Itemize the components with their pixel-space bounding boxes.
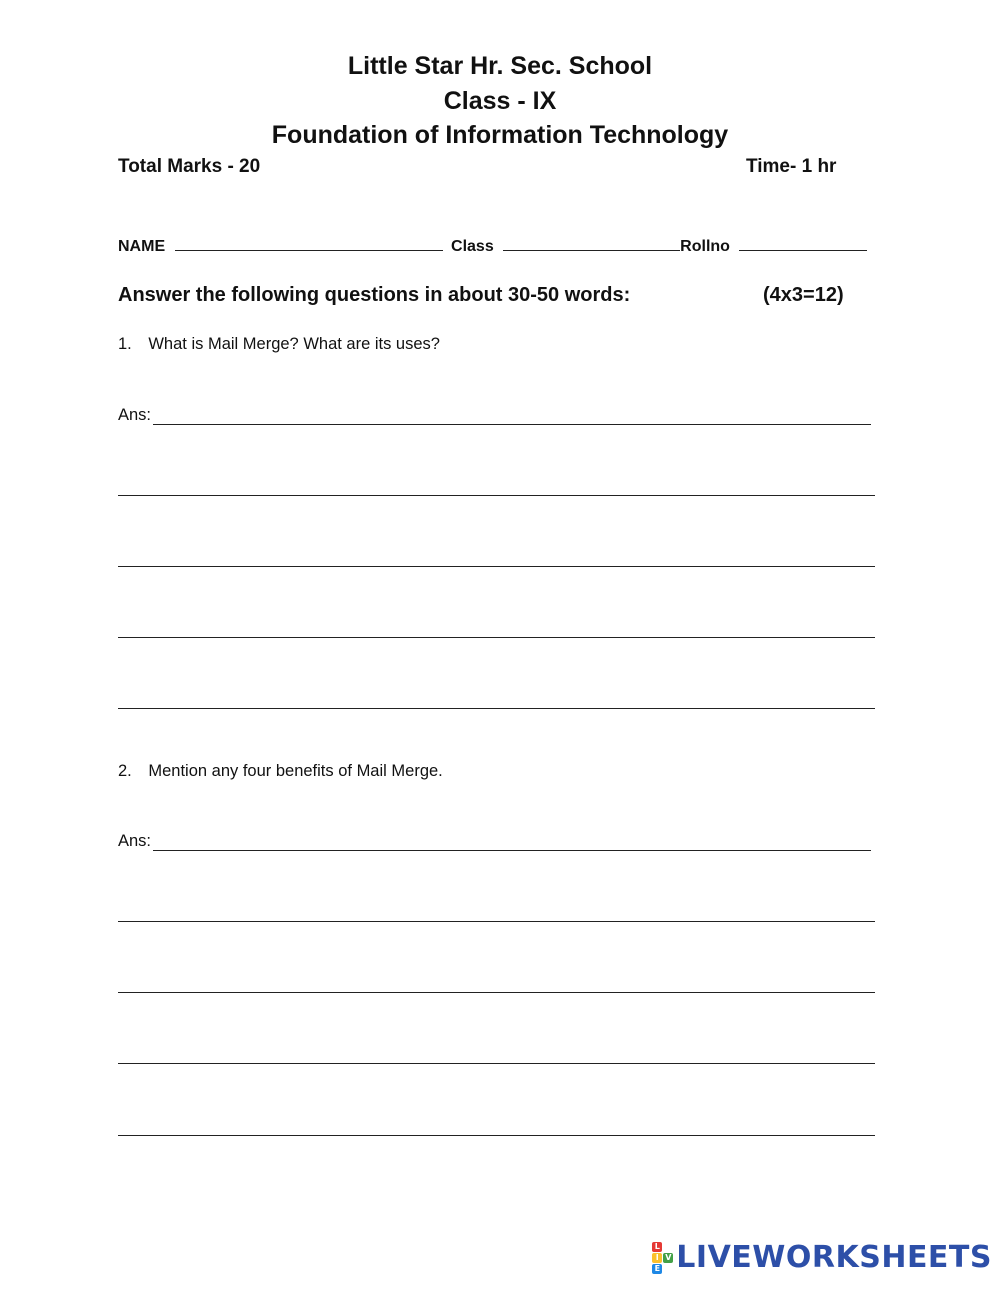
rollno-field[interactable]: [739, 236, 867, 251]
student-info-row: [118, 236, 867, 256]
logo-block: L: [652, 1242, 662, 1252]
name-field[interactable]: [175, 236, 443, 251]
answer-2-line[interactable]: [118, 992, 875, 993]
question-2: [118, 762, 443, 781]
logo-block: E: [652, 1264, 662, 1274]
answer-2-line[interactable]: [118, 1063, 875, 1064]
rollno-label: Rollno: [680, 238, 730, 255]
class-label: Class: [451, 238, 494, 255]
class-field[interactable]: [503, 236, 680, 251]
time-allowed: Time- 1 hr: [746, 156, 837, 177]
answer-2-line[interactable]: [118, 921, 875, 922]
answer-1-line[interactable]: [118, 495, 875, 496]
answer-1-first-line[interactable]: [118, 406, 871, 425]
answer-label: Ans:: [118, 832, 152, 850]
answer-1-line[interactable]: [118, 708, 875, 709]
question-text: Mention any four benefits of Mail Merge.: [148, 762, 443, 780]
class-title: Class - IX: [443, 87, 557, 115]
section-instruction: Answer the following questions in about 30-50 words:: [118, 284, 631, 306]
answer-1-line[interactable]: [118, 637, 875, 638]
answer-1-line[interactable]: [118, 566, 875, 567]
logo-block: V: [665, 1252, 672, 1262]
question-1: [118, 335, 440, 354]
answer-line[interactable]: [153, 836, 871, 851]
answer-line[interactable]: [153, 410, 871, 425]
total-marks: Total Marks - 20: [118, 156, 261, 177]
subject-title: Foundation of Information Technology: [271, 121, 729, 149]
question-number: 2.: [118, 762, 132, 780]
question-text: What is Mail Merge? What are its uses?: [148, 335, 440, 353]
name-label: NAME: [118, 238, 166, 255]
section-marks: (4x3=12): [763, 284, 844, 306]
answer-2-line[interactable]: [118, 1135, 875, 1136]
liveworksheets-logo: [652, 1240, 992, 1275]
answer-2-first-line[interactable]: [118, 832, 871, 851]
logo-block: I: [652, 1253, 662, 1263]
logo-text: LIVEWORKSHEETS: [676, 1240, 992, 1275]
question-number: 1.: [118, 335, 132, 353]
logo-blocks-icon: [652, 1242, 673, 1274]
answer-label: Ans:: [118, 406, 152, 424]
school-name: Little Star Hr. Sec. School: [347, 52, 653, 80]
